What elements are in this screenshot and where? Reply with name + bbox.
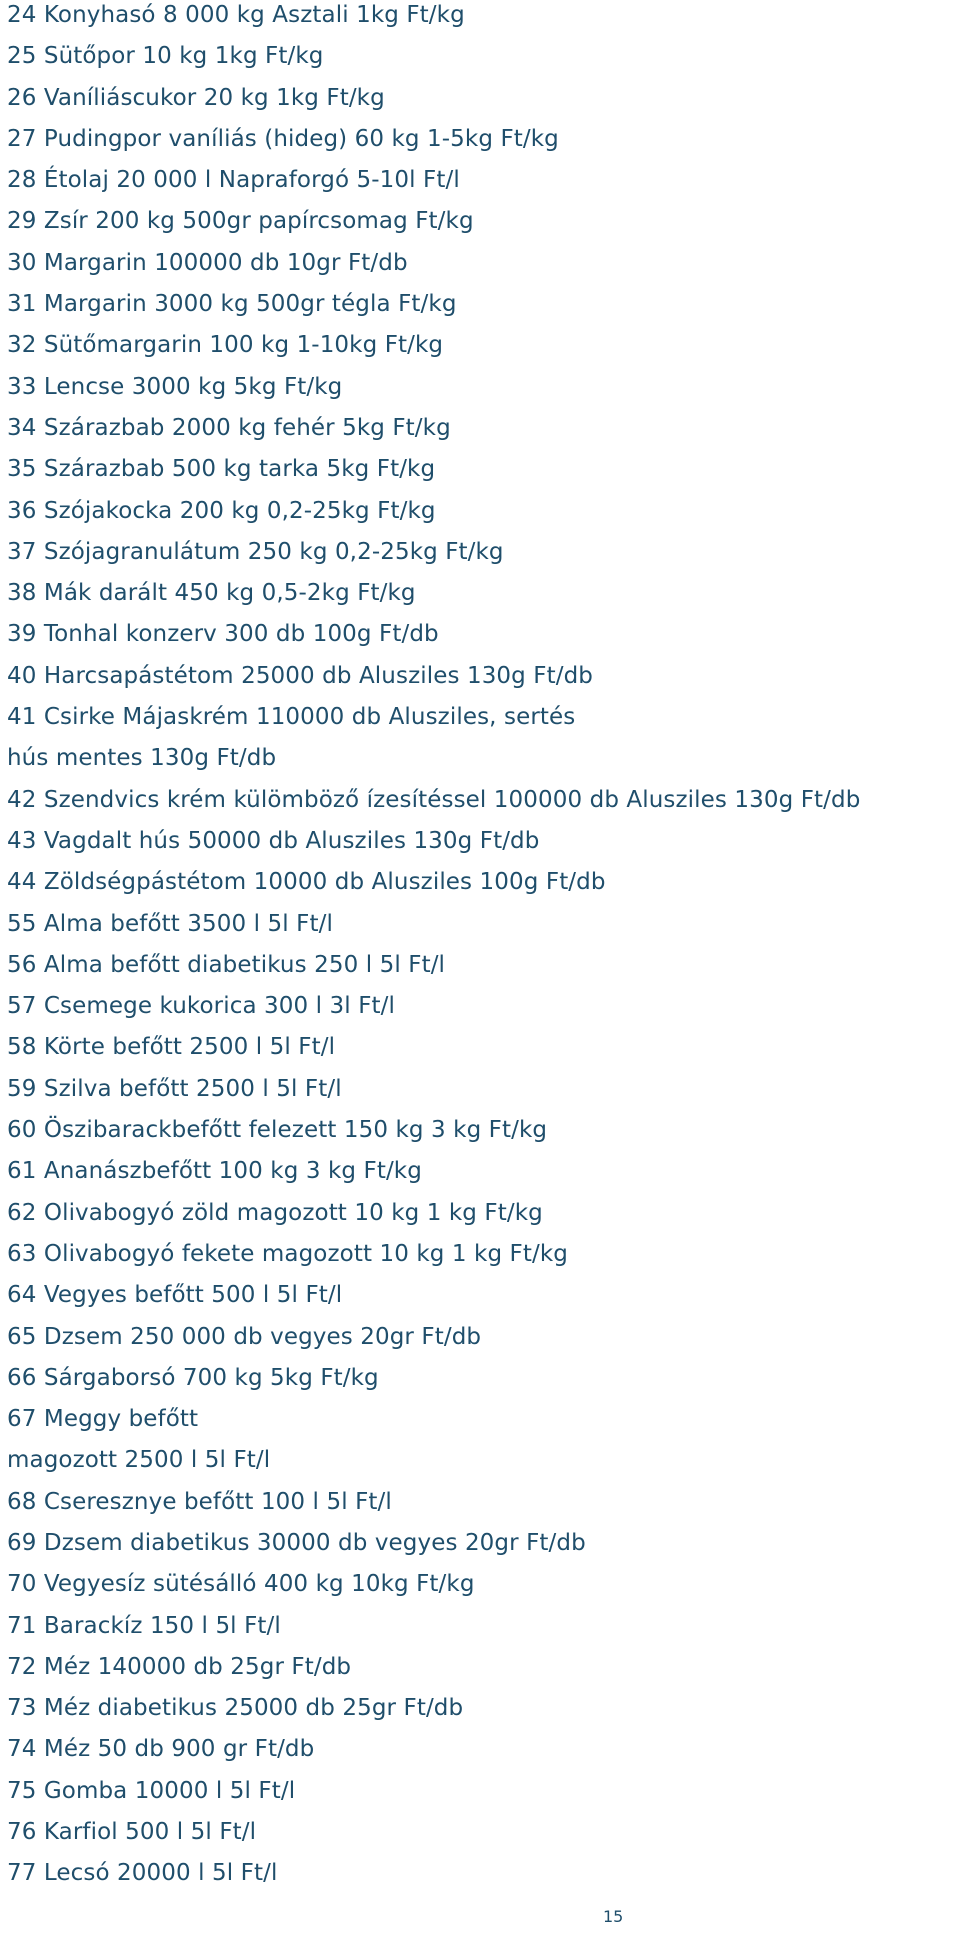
list-item: 66 Sárgaborsó 700 kg 5kg Ft/kg: [7, 1364, 379, 1391]
list-item-continuation: hús mentes 130g Ft/db: [7, 745, 277, 772]
list-item: 70 Vegyesíz sütésálló 400 kg 10kg Ft/kg: [7, 1571, 475, 1598]
list-item: 37 Szójagranulátum 250 kg 0,2-25kg Ft/kg: [7, 538, 504, 565]
list-item: 31 Margarin 3000 kg 500gr tégla Ft/kg: [7, 291, 457, 318]
list-item: 38 Mák darált 450 kg 0,5-2kg Ft/kg: [7, 580, 416, 607]
list-item: 77 Lecsó 20000 l 5l Ft/l: [7, 1860, 278, 1887]
list-item: 62 Olivabogyó zöld magozott 10 kg 1 kg Ft/kg: [7, 1199, 543, 1226]
list-item: 55 Alma befőtt 3500 l 5l Ft/l: [7, 910, 333, 937]
list-item: 76 Karfiol 500 l 5l Ft/l: [7, 1819, 257, 1846]
list-item: 71 Barackíz 150 l 5l Ft/l: [7, 1612, 281, 1639]
list-item: 36 Szójakocka 200 kg 0,2-25kg Ft/kg: [7, 497, 436, 524]
list-item: 24 Konyhasó 8 000 kg Asztali 1kg Ft/kg: [7, 2, 465, 28]
list-item: 26 Vaníliáscukor 20 kg 1kg Ft/kg: [7, 84, 385, 111]
list-item-continuation: magozott 2500 l 5l Ft/l: [7, 1447, 271, 1474]
list-item: 73 Méz diabetikus 25000 db 25gr Ft/db: [7, 1695, 464, 1722]
list-item: 63 Olivabogyó fekete magozott 10 kg 1 kg Ft/kg: [7, 1240, 568, 1267]
list-item: 42 Szendvics krém külömböző ízesítéssel 100000 db Alusziles 130g Ft/db: [7, 786, 861, 813]
list-item: 69 Dzsem diabetikus 30000 db vegyes 20gr Ft/db: [7, 1529, 586, 1556]
product-list: [7, 0, 957, 1900]
list-item: 32 Sütőmargarin 100 kg 1-10kg Ft/kg: [7, 332, 444, 359]
list-item: 65 Dzsem 250 000 db vegyes 20gr Ft/db: [7, 1323, 482, 1350]
list-item: 44 Zöldségpástétom 10000 db Alusziles 100g Ft/db: [7, 869, 606, 896]
list-item: 56 Alma befőtt diabetikus 250 l 5l Ft/l: [7, 951, 446, 978]
list-item: 29 Zsír 200 kg 500gr papírcsomag Ft/kg: [7, 208, 474, 235]
list-item: 68 Cseresznye befőtt 100 l 5l Ft/l: [7, 1488, 392, 1515]
list-item: 74 Méz 50 db 900 gr Ft/db: [7, 1736, 315, 1763]
list-item: 61 Ananászbefőtt 100 kg 3 kg Ft/kg: [7, 1158, 422, 1185]
list-item: 27 Pudingpor vaníliás (hideg) 60 kg 1-5kg Ft/kg: [7, 125, 559, 152]
list-item: 59 Szilva befőtt 2500 l 5l Ft/l: [7, 1075, 342, 1102]
list-item: 39 Tonhal konzerv 300 db 100g Ft/db: [7, 621, 439, 648]
list-item: 60 Öszibarackbefőtt felezett 150 kg 3 kg Ft/kg: [7, 1117, 548, 1144]
list-item: 28 Étolaj 20 000 l Napraforgó 5-10l Ft/l: [7, 167, 460, 194]
list-item: 64 Vegyes befőtt 500 l 5l Ft/l: [7, 1282, 343, 1309]
list-item: 67 Meggy befőtt: [7, 1406, 199, 1433]
list-item: 25 Sütőpor 10 kg 1kg Ft/kg: [7, 43, 324, 70]
list-item: 41 Csirke Májaskrém 110000 db Alusziles, sertés: [7, 704, 576, 731]
list-item: 58 Körte befőtt 2500 l 5l Ft/l: [7, 1034, 336, 1061]
list-item: 57 Csemege kukorica 300 l 3l Ft/l: [7, 993, 395, 1020]
list-item: 72 Méz 140000 db 25gr Ft/db: [7, 1653, 352, 1680]
list-item: 35 Szárazbab 500 kg tarka 5kg Ft/kg: [7, 456, 436, 483]
list-item: 34 Szárazbab 2000 kg fehér 5kg Ft/kg: [7, 414, 451, 441]
list-item: 75 Gomba 10000 l 5l Ft/l: [7, 1777, 296, 1804]
list-item: 30 Margarin 100000 db 10gr Ft/db: [7, 249, 408, 276]
list-item: 33 Lencse 3000 kg 5kg Ft/kg: [7, 373, 343, 400]
page-number: 15: [603, 1907, 624, 1926]
list-item: 40 Harcsapástétom 25000 db Alusziles 130g Ft/db: [7, 662, 593, 689]
list-item: 43 Vagdalt hús 50000 db Alusziles 130g Ft/db: [7, 827, 540, 854]
